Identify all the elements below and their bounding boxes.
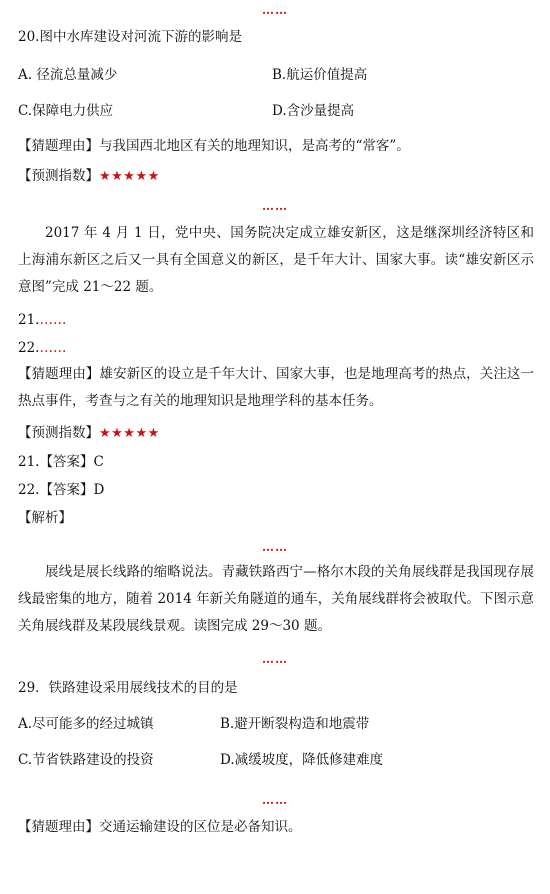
prediction-index-label: 【预测指数】 [18, 425, 99, 441]
question-22-number: 22. [18, 340, 40, 356]
star-rating: ★★★★★ [99, 426, 160, 441]
ellipsis-separator: …… [262, 540, 288, 554]
question-21-number: 21. [18, 312, 40, 328]
question-20-stem: 20.图中水库建设对河流下游的影响是 [18, 29, 242, 45]
question-29-option-b: B.避开断裂构造和地震带 [220, 716, 370, 732]
question-20-option-a: A. 径流总量减少 [18, 67, 118, 83]
question-20-option-c: C.保障电力供应 [18, 103, 114, 119]
xiongan-passage: 2017 年 4 月 1 日，党中央、国务院决定成立雄安新区，这是继深圳经济特区和上海浦东新区之后又一具有全国意义的新区，是千年大计、国家大事。读“雄安新区示意图”完成 21～22 题。 [18, 225, 534, 295]
question-22-omitted: …… [39, 340, 67, 356]
analysis-label: 【解析】 [18, 510, 72, 526]
railway-passage: 展线是展长线路的缩略说法。青藏铁路西宁—格尔木段的关角展线群是我国现存展线最密集的地方，随着 2014 年新关角隧道的通车，关角展线群将会被取代。下图示意关角展线群及某段展线景观。读图完成 29～30 题。 [18, 564, 534, 634]
ellipsis-separator: …… [262, 652, 288, 666]
guess-reason: 【猜题理由】交通运输建设的区位是必备知识。 [18, 819, 302, 835]
prediction-index-label: 【预测指数】 [18, 168, 99, 184]
question-29-option-a: A.尽可能多的经过城镇 [18, 716, 154, 732]
prediction-index [18, 167, 160, 186]
question-20-option-d: D.含沙量提高 [272, 103, 355, 119]
ellipsis-separator: …… [262, 3, 288, 17]
question-22 [18, 339, 66, 357]
question-21-omitted: …… [39, 312, 67, 328]
star-rating: ★★★★★ [99, 169, 160, 184]
guess-reason: 【猜题理由】雄安新区的设立是千年大计、国家大事，也是地理高考的热点，关注这一热点事件，考查与之有关的地理知识是地理学科的基本任务。 [18, 366, 534, 409]
answer-21: 21.【答案】C [18, 454, 104, 470]
ellipsis-separator: …… [262, 793, 288, 807]
answer-22: 22.【答案】D [18, 482, 105, 498]
ellipsis-separator: …… [262, 199, 288, 213]
guess-reason: 【猜题理由】与我国西北地区有关的地理知识，是高考的“常客”。 [18, 138, 410, 154]
question-29-option-d: D.减缓坡度，降低修建难度 [220, 752, 384, 768]
prediction-index [18, 424, 160, 443]
question-29-option-c: C.节省铁路建设的投资 [18, 752, 154, 768]
question-29-stem: 29．铁路建设采用展线技术的目的是 [18, 680, 238, 696]
question-21 [18, 311, 66, 329]
question-20-option-b: B.航运价值提高 [272, 67, 368, 83]
